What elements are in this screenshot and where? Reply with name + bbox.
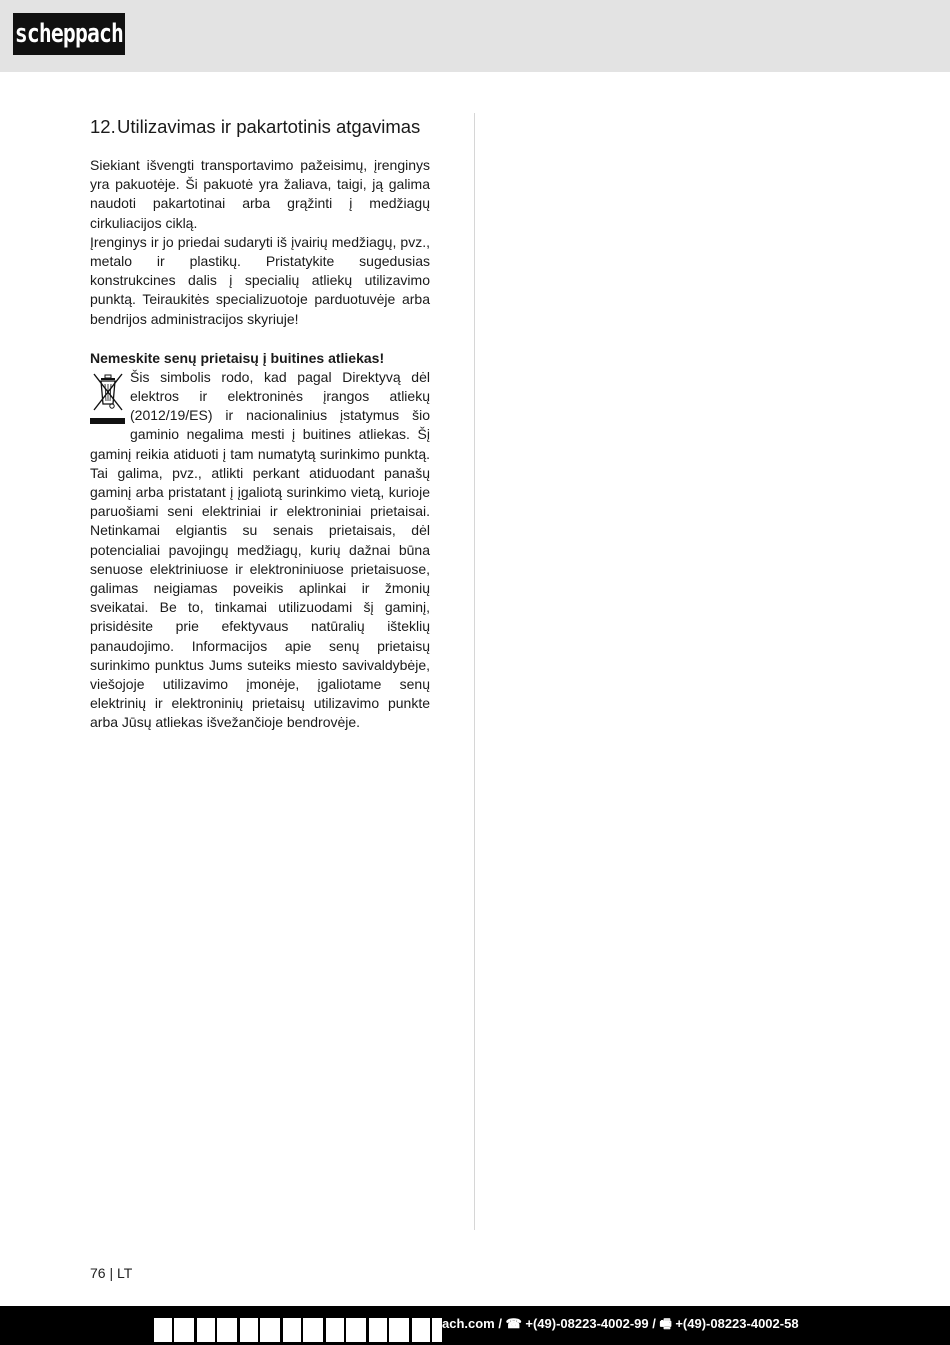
footer-contact <box>154 1316 874 1336</box>
page-number: 76 | LT <box>90 1265 133 1281</box>
crossed-out-wheelie-bin-icon <box>90 370 126 428</box>
header-bar <box>0 0 950 72</box>
column-divider <box>474 113 475 1230</box>
footer-contact-garbled <box>154 1318 442 1342</box>
section-heading <box>90 117 430 137</box>
left-column <box>90 117 430 733</box>
section-title: Utilizavimas ir pakartotinis atgavimas <box>117 116 421 137</box>
footer-contact-text: ach.com / ☎ +(49)-08223-4002-99 / 🖷 +(49)-08223-4002-58 <box>442 1316 799 1331</box>
materials-paragraph: Įrenginys ir jo priedai sudaryti iš įvairių medžiagų, pvz., metalo ir plastikų. Pristatykite sugedusias konstrukcines dalis į specialių atliekų utilizavimo punktą. Teiraukitės specializuotoje parduotuvėje arba bendrijos administracijos skyriuje! <box>90 233 430 327</box>
weee-heading: Nemeskite senų prietaisų į buitines atliekas! <box>90 349 385 366</box>
weee-paragraph: Šis simbolis rodo, kad pagal Direktyvą dėl elektros ir elektroninės įrangos atliekų (2012/19/ES) ir nacionalinius įstatymus šio gaminio negalima mesti į buitines atliekas. Šį gaminį reikia atiduoti į tam numatytą surinkimo punktą. Tai galima, pvz., atlikti perkant atiduodant panašų gaminį arba pristatant į įgaliotą surinkimo vietą, kurioje paruošiami seni elektriniai ir elektroniniai prietaisai. Netinkamai elgiantis su senais prietaisais, dėl potencialiai pavojingų medžiagų, kurių dažnai būna senuose elektriniuose ir elektroniniuose prietaisuose, galimas neigiamas poveikis aplinkai ir žmonių sveikatai. Be to, tinkamai utilizuodami šį gaminį, prisidėsite prie efektyvaus natūralių išteklių panaudojimo. Informacijos apie senų prietaisų surinkimo punktus Jums suteiks miesto savivaldybėje, viešojoje utilizavimo įmonėje, įgaliotame senų elektrinių ir elektroninių prietaisų utilizavimo punkte arba Jūsų atliekas išvežančioje bendrovėje. <box>90 368 430 731</box>
packaging-paragraph: Siekiant išvengti transportavimo pažeisimų, įrenginys yra pakuotėje. Ši pakuotė yra žaliava, taigi, ją galima naudoti pakartotinai arba grąžinti į medžiagų cirkuliacijos ciklą. <box>90 157 430 231</box>
section-number: 12. <box>90 116 116 137</box>
weee-block <box>90 368 430 733</box>
brand-logo: scheppach <box>13 13 125 55</box>
